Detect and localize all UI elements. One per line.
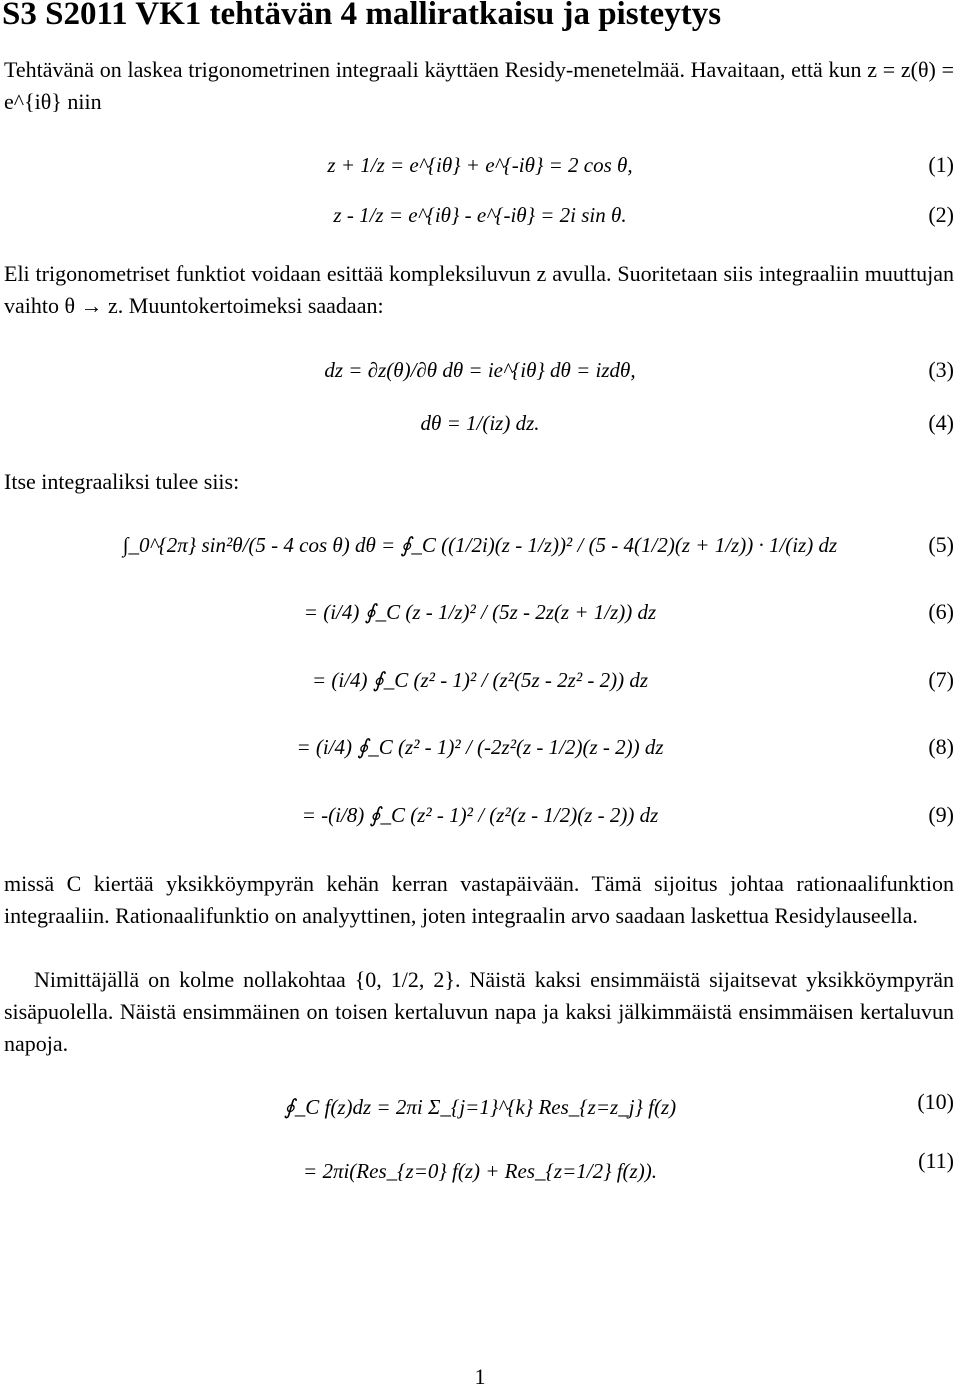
zeros-paragraph <box>4 964 954 1060</box>
page-number: 1 <box>474 1364 486 1389</box>
equation-4: dθ = 1/(iz) dz. <box>420 410 540 435</box>
intro-paragraph: Tehtävänä on laskea trigonometrinen integraali käyttäen Residy-menetelmää. Havaitaan, että kun z = z(θ) = e^{iθ} niin <box>4 57 954 114</box>
equation-number-3: (3) <box>928 357 954 382</box>
equation-number-9: (9) <box>928 802 954 827</box>
substitution-paragraph: Eli trigonometriset funktiot voidaan esittää kompleksiluvun z avulla. Suoritetaan siis integraaliin muuttujan vaihto θ → z. Muuntokertoimeksi saadaan: <box>4 261 954 318</box>
equation-1: z + 1/z = e^{iθ} + e^{-iθ} = 2 cos θ, <box>327 152 633 177</box>
equation-8: = (i/4) ∮_C (z² - 1)² / (-2z²(z - 1/2)(z - 2)) dz <box>296 734 664 759</box>
residue-paragraph: missä C kiertää yksikköympyrän kehän kerran vastapäivään. Tämä sijoitus johtaa rationaalifunktion integraaliin. Rationaalifunktio on analyyttinen, joten integraalin arvo saadaan laskettua Residylauseella. <box>4 871 954 928</box>
equation-5: ∫_0^{2π} sin²θ/(5 - 4 cos θ) dθ = ∮_C ((1/2i)(z - 1/z))² / (5 - 4(1/2)(z + 1/z)) · 1/(iz) dz <box>122 532 838 557</box>
equation-10: ∮_C f(z)dz = 2πi Σ_{j=1}^{k} Res_{z=z_j} f(z) <box>283 1094 677 1119</box>
equation-number-7: (7) <box>928 667 954 692</box>
equation-7: = (i/4) ∮_C (z² - 1)² / (z²(5z - 2z² - 2)) dz <box>311 667 649 692</box>
equation-3: dz = ∂z(θ)/∂θ dθ = ie^{iθ} dθ = izdθ, <box>324 357 636 382</box>
equation-11: = 2πi(Res_{z=0} f(z) + Res_{z=1/2} f(z)). <box>303 1158 657 1183</box>
equation-2: z - 1/z = e^{iθ} - e^{-iθ} = 2i sin θ. <box>333 202 627 227</box>
zeros-paragraph-text: Nimittäjällä on kolme nollakohtaa {0, 1/2, 2}. Näistä kaksi ensimmäistä sijaitsevat yksikköympyrän sisäpuolella. Näistä ensimmäinen on toisen kertaluvun napa ja kaksi jälkimmäistä ensimmäisen kertaluvun napoja. <box>4 967 954 1056</box>
integral-intro-text: Itse integraaliksi tulee siis: <box>4 469 240 494</box>
equation-number-6: (6) <box>928 599 954 624</box>
equation-number-4: (4) <box>928 410 954 435</box>
equation-number-10: (10) <box>917 1089 954 1114</box>
equation-number-2: (2) <box>928 202 954 227</box>
equation-9: = -(i/8) ∮_C (z² - 1)² / (z²(z - 1/2)(z - 2)) dz <box>301 802 659 827</box>
page-title: S3 S2011 VK1 tehtävän 4 malliratkaisu ja pisteytys <box>2 0 722 32</box>
equation-number-8: (8) <box>928 734 954 759</box>
equation-number-11: (11) <box>918 1148 954 1173</box>
equation-number-1: (1) <box>928 152 954 177</box>
equation-number-5: (5) <box>928 532 954 557</box>
equation-6: = (i/4) ∮_C (z - 1/z)² / (5z - 2z(z + 1/z)) dz <box>303 599 657 624</box>
